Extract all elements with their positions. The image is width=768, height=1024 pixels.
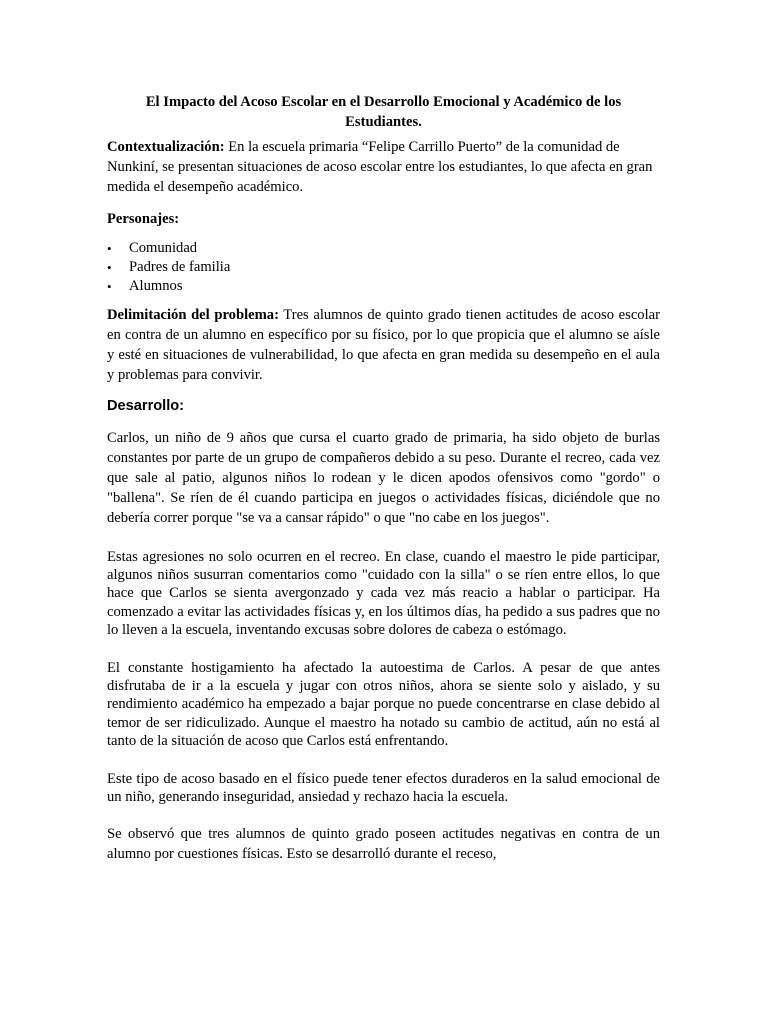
document-title: El Impacto del Acoso Escolar en el Desarrollo Emocional y Académico de los Estudiantes. [145,94,622,130]
delimitation-label: Delimitación del problema: [107,307,279,323]
bullet-icon: • [107,279,112,294]
delimitation-text: Tres alumnos de quinto grado tienen actitudes de acoso escolar en contra de un alumno en específico por su físico, por lo que propicia que el alumno se aísle y esté en situaciones de vulnerabilidad, lo que afecta en gran medida su desempeño en el aula y problemas para convivir. [107,307,660,383]
development-paragraph: El constante hostigamiento ha afectado la autoestima de Carlos. A pesar de que antes disfrutaba de ir a la escuela y jugar con otros niños, ahora se siente solo y aislado, y su rendimiento académico ha empezado a bajar porque no puede concentrarse en clase debido al temor de ser ridiculizado. Aunque el maestro ha notado su cambio de actitud, aún no está al tanto de la situación de acoso que Carlos está enfrentando. [107,660,660,749]
characters-heading: Personajes: [107,211,180,227]
list-item-label: Padres de familia [129,259,231,275]
bullet-icon: • [107,241,112,256]
list-item [107,277,660,296]
document-body [107,92,660,864]
list-item-label: Alumnos [129,278,183,294]
characters-list [107,239,660,296]
development-paragraph: Carlos, un niño de 9 años que cursa el cuarto grado de primaria, ha sido objeto de burlas constantes por parte de un grupo de compañeros debido a su peso. Durante el recreo, cada vez que sale al patio, algunos niños lo rodean y le dicen apodos ofensivos como "gordo" o "ballena". Se ríen de él cuando participa en juegos o actividades físicas, diciéndole que no debería correr porque "se va a cansar rápido" o que "no cabe en los juegos". [107,430,660,526]
list-item [107,239,660,258]
delimitation-paragraph [107,305,660,385]
development-heading: Desarrollo: [107,398,185,414]
development-paragraph: Se observó que tres alumnos de quinto grado poseen actitudes negativas en contra de un alumno por cuestiones físicas. Esto se desarrolló durante el receso, [107,826,660,863]
context-paragraph [107,137,660,197]
list-item [107,258,660,277]
development-paragraph: Este tipo de acoso basado en el físico puede tener efectos duraderos en la salud emocional de un niño, generando inseguridad, ansiedad y rechazo hacia la escuela. [107,771,660,806]
bullet-icon: • [107,260,112,275]
list-item-label: Comunidad [129,240,198,256]
context-label: Contextualización: [107,139,225,155]
development-paragraph: Estas agresiones no solo ocurren en el recreo. En clase, cuando el maestro le pide participar, algunos niños susurran comentarios como "cuidado con la silla" o se ríen entre ellos, lo que hace que Carlos se sienta avergonzado y cada vez más reacio a hablar o participar. Ha comenzado a evitar las actividades físicas y, en los últimos días, ha pedido a sus padres que no lo lleven a la escuela, inventando excusas sobre dolores de cabeza o estómago. [107,549,660,638]
context-text: En la escuela primaria “Felipe Carrillo Puerto” de la comunidad de Nunkiní, se presentan situaciones de acoso escolar entre los estudiantes, lo que afecta en gran medida el desempeño académico. [107,139,653,195]
